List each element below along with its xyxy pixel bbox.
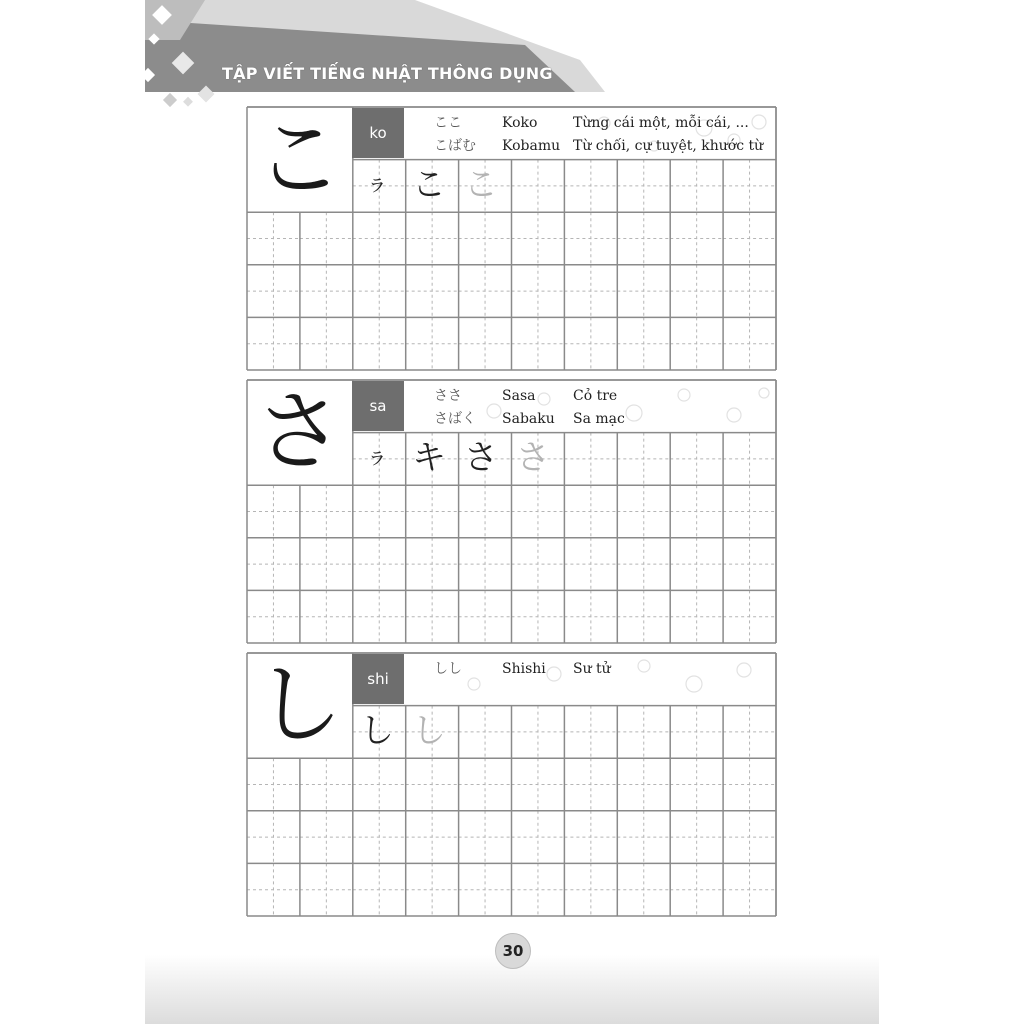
vocab-kana: ここ <box>434 115 462 131</box>
main-character: さ <box>254 380 343 483</box>
vocab-kana-column <box>434 112 476 158</box>
vocab-romaji: Sasa <box>502 388 536 404</box>
header-title: TẬP VIẾT TIẾNG NHẬT THÔNG DỤNG <box>222 64 553 83</box>
vocab-meaning: Sa mạc <box>573 411 625 427</box>
vocab-meaning: Từ chối, cự tuyệt, khước từ <box>573 138 764 154</box>
header-banner <box>145 0 605 110</box>
vocab-kana-column <box>434 658 462 681</box>
vocab-romaji: Sabaku <box>502 411 555 427</box>
vocab-kana: こばむ <box>434 138 476 154</box>
stroke-trace-guide: こ <box>464 165 498 205</box>
vocab-romaji: Koko <box>502 115 538 131</box>
vocab-meaning: Sư tử <box>573 661 611 677</box>
romaji-label: ko <box>352 108 404 158</box>
vocab-meaning-column <box>573 385 625 431</box>
stroke-step-2: こ <box>412 165 446 205</box>
main-character: こ <box>254 107 343 210</box>
vocab-meaning: Từng cái một, mỗi cái, ... <box>573 115 749 131</box>
stroke-trace-guide: さ <box>516 438 550 478</box>
vocab-romaji: Shishi <box>502 661 546 677</box>
vocab-romaji: Kobamu <box>502 138 561 154</box>
practice-section-shi <box>246 652 777 917</box>
page-number: 30 <box>495 933 531 969</box>
vocab-romaji-column <box>502 385 555 431</box>
vocab-meaning-column <box>573 112 763 158</box>
practice-section-sa <box>246 379 777 644</box>
vocab-kana: さばく <box>434 411 476 427</box>
romaji-label: shi <box>352 654 404 704</box>
vocab-kana: ささ <box>434 388 462 404</box>
romaji-label: sa <box>352 381 404 431</box>
vocab-romaji-column <box>502 112 560 158</box>
practice-section-ko <box>246 106 777 371</box>
vocab-romaji-column <box>502 658 546 681</box>
main-character: し <box>254 653 343 756</box>
stroke-step-1: ㇻ <box>365 445 388 470</box>
stroke-step-3: さ <box>464 438 498 478</box>
vocab-kana-column <box>434 385 476 431</box>
stroke-trace-guide: し <box>412 711 446 751</box>
vocab-kana: しし <box>434 661 462 677</box>
vocab-meaning-column <box>573 658 611 681</box>
vocab-meaning: Cỏ tre <box>573 388 618 404</box>
stroke-step-1: ㇻ <box>365 172 388 197</box>
stroke-step-2: キ <box>412 438 446 478</box>
stroke-step-1: し <box>360 711 394 751</box>
